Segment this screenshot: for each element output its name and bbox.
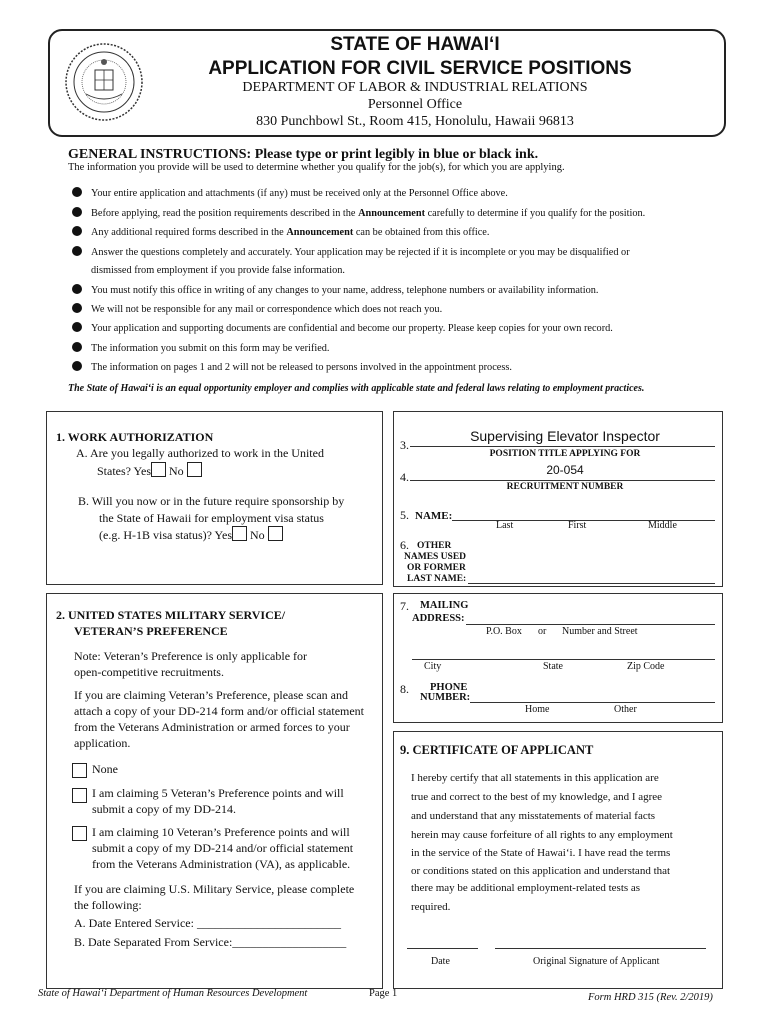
bullet-item: The information you submit on this form may be verified. (72, 342, 330, 354)
other-names-input-line[interactable] (468, 583, 715, 584)
date-signature-line[interactable] (407, 948, 478, 949)
work-auth-question-b-line2: the State of Hawaii for employment visa status (99, 511, 324, 525)
mailing-label-2: ADDRESS: (412, 613, 465, 624)
other-names-label-2: NAMES USED (404, 552, 467, 562)
position-title-line (410, 446, 715, 447)
military-paragraph-2: attach a copy of your DD-214 form and/or official statement (74, 704, 365, 718)
certificate-heading: 9. CERTIFICATE OF APPLICANT (400, 743, 594, 757)
veteran-10-points-label-1: I am claiming 10 Veteran’s Preference points and will (92, 825, 350, 839)
veteran-none-label: None (92, 762, 118, 776)
certificate-line: required. (411, 901, 451, 913)
bullet-icon (72, 187, 82, 197)
phone-label-2: NUMBER: (420, 692, 471, 703)
bullet-item: We will not be responsible for any mail or correspondence which does not reach you. (72, 303, 442, 315)
military-paragraph-3: from the Veterans Administration or armed forces to your (74, 720, 350, 734)
form-number: Form HRD 315 (Rev. 2/2019) (588, 992, 713, 1003)
military-note-2: open-competitive recruitments. (74, 665, 224, 679)
office-address: 830 Punchbowl St., Room 415, Honolulu, Hawaii 96813 (256, 114, 574, 129)
work-auth-a-yes-checkbox[interactable] (151, 462, 166, 477)
work-auth-question-b: B. Will you now or in the future require sponsorship by (78, 494, 345, 508)
date-entered-service-field[interactable]: A. Date Entered Service: ________________________ (74, 916, 341, 930)
form-title: APPLICATION FOR CIVIL SERVICE POSITIONS (208, 58, 632, 79)
bullet-icon (72, 284, 82, 294)
bullet-item: The information on pages 1 and 2 will not be released to persons involved in the appointment process. (72, 361, 512, 373)
mailing-label-1: MAILING (420, 600, 469, 611)
veteran-10-points-label-2: submit a copy of my DD-214 and/or official statement (92, 841, 354, 855)
name-last-label: Last (496, 520, 514, 531)
certificate-line: there may be additional employment-related tests as (411, 882, 641, 894)
name-label: NAME: (415, 510, 453, 522)
work-auth-b-answers: (e.g. H-1B visa status)? Yes No (99, 526, 283, 543)
certificate-line: I hereby certify that all statements in this application are (411, 772, 659, 784)
military-paragraph-4: application. (74, 736, 131, 750)
date-separated-service-field[interactable]: B. Date Separated From Service:___________________ (74, 935, 347, 949)
veteran-5-points-checkbox[interactable] (72, 788, 87, 803)
bullet-continuation: dismissed from employment if you provide false information. (91, 265, 345, 276)
pobox-label: P.O. Box (486, 626, 522, 637)
military-heading-1: 2. UNITED STATES MILITARY SERVICE/ (56, 608, 286, 622)
state-title: STATE OF HAWAI‘I (330, 34, 500, 55)
mailing-street-line[interactable] (466, 624, 715, 625)
certificate-line: herein may cause forfeiture of all rights to any employment (411, 829, 673, 841)
phone-other-label: Other (614, 704, 637, 715)
veteran-none-checkbox[interactable] (72, 763, 87, 778)
phone-label-1: PHONE (430, 682, 468, 693)
recruitment-number-line (410, 480, 715, 481)
certificate-line: in the service of the State of Hawai‘i. I have read the terms (411, 847, 671, 859)
phone-home-label: Home (525, 704, 550, 715)
veteran-5-points-label-1: I am claiming 5 Veteran’s Preference points and will (92, 786, 344, 800)
work-auth-heading: 1. WORK AUTHORIZATION (56, 430, 214, 444)
name-middle-label: Middle (648, 520, 677, 531)
state-label: State (543, 661, 563, 672)
bullet-icon (72, 226, 82, 236)
eeo-statement: The State of Hawai‘i is an equal opportunity employer and complies with applicable state and federal laws relating to employment practices. (68, 383, 645, 394)
work-auth-question-a: A. Are you legally authorized to work in the United (76, 446, 324, 460)
mailing-city-line[interactable] (412, 659, 715, 660)
bullet-icon (72, 361, 82, 371)
recruitment-number-label: RECRUITMENT NUMBER (506, 482, 624, 492)
item-6-number: 6. (400, 538, 409, 552)
item-3-number: 3. (400, 438, 409, 452)
bullet-item: Your application and supporting documents are confidential and become our property. Please keep copies for your own record. (72, 322, 613, 334)
certificate-line: or conditions stated on this application and understand that (411, 865, 671, 877)
name-first-label: First (568, 520, 587, 531)
veteran-10-points-label-3: from the Veterans Administration (VA), as applicable. (92, 857, 351, 871)
signature-label: Original Signature of Applicant (533, 956, 660, 967)
other-names-label-3: OR FORMER (407, 563, 466, 573)
bullet-item: Your entire application and attachments (if any) must be received only at the Personnel Office above. (72, 187, 508, 199)
department: DEPARTMENT OF LABOR & INDUSTRIAL RELATIONS (242, 80, 588, 95)
position-title-label: POSITION TITLE APPLYING FOR (489, 449, 641, 459)
military-service-question-1: If you are claiming U.S. Military Service, please complete (74, 882, 355, 896)
zip-label: Zip Code (627, 661, 665, 672)
recruitment-number-value[interactable]: 20-054 (546, 463, 584, 477)
applicant-signature-line[interactable] (495, 948, 706, 949)
work-auth-a-answers: States? Yes No (97, 462, 202, 479)
military-service-question-2: the following: (74, 898, 142, 912)
item-4-number: 4. (400, 470, 409, 484)
bullet-item: Any additional required forms described in the Announcement can be obtained from this office. (72, 226, 489, 238)
bullet-icon (72, 207, 82, 217)
bullet-item: Answer the questions completely and accurately. Your application may be rejected if it is incomplete or you may be disqualified or (72, 246, 630, 258)
street-label: Number and Street (562, 626, 638, 637)
military-paragraph-1: If you are claiming Veteran’s Preference, please scan and (74, 688, 348, 702)
instructions-heading: GENERAL INSTRUCTIONS: Please type or print legibly in blue or black ink. (68, 147, 539, 162)
military-note-1: Note: Veteran’s Preference is only applicable for (74, 649, 308, 663)
phone-input-line[interactable] (470, 702, 715, 703)
military-heading-2: VETERAN’S PREFERENCE (74, 624, 228, 638)
bullet-icon (72, 322, 82, 332)
work-auth-a-no-checkbox[interactable] (187, 462, 202, 477)
or-label: or (538, 626, 547, 637)
bullet-icon (72, 303, 82, 313)
footer-agency: State of Hawai‘i Department of Human Resources Development (38, 988, 308, 999)
bullet-item: Before applying, read the position requirements described in the Announcement carefully to determine if you qualify for the position. (72, 207, 645, 219)
other-names-label-1: OTHER (417, 541, 452, 551)
certificate-section (393, 731, 723, 989)
certificate-line: true and correct to the best of my knowledge, and I agree (411, 791, 663, 803)
veteran-5-points-label-2: submit a copy of my DD-214. (92, 802, 236, 816)
seal-icon (64, 42, 144, 122)
bullet-icon (72, 342, 82, 352)
bullet-item: You must notify this office in writing of any changes to your name, address, telephone numbers or availability information. (72, 284, 599, 296)
position-title-value[interactable]: Supervising Elevator Inspector (470, 428, 660, 444)
item-8-number: 8. (400, 682, 409, 696)
date-label: Date (431, 956, 450, 967)
work-auth-b-no-checkbox[interactable] (268, 526, 283, 541)
veteran-10-points-checkbox[interactable] (72, 826, 87, 841)
bullet-icon (72, 246, 82, 256)
other-names-label-4: LAST NAME: (407, 574, 467, 584)
city-label: City (424, 661, 442, 672)
certificate-line: and understand that any misstatements of material facts (411, 810, 656, 822)
page-number: Page 1 (369, 988, 398, 999)
item-7-number: 7. (400, 599, 409, 613)
item-5-number: 5. (400, 508, 409, 522)
office: Personnel Office (367, 97, 463, 112)
work-auth-b-yes-checkbox[interactable] (232, 526, 247, 541)
instructions-subheading: The information you provide will be used to determine whether you qualify for the job(s), for which you are applying. (68, 162, 565, 173)
